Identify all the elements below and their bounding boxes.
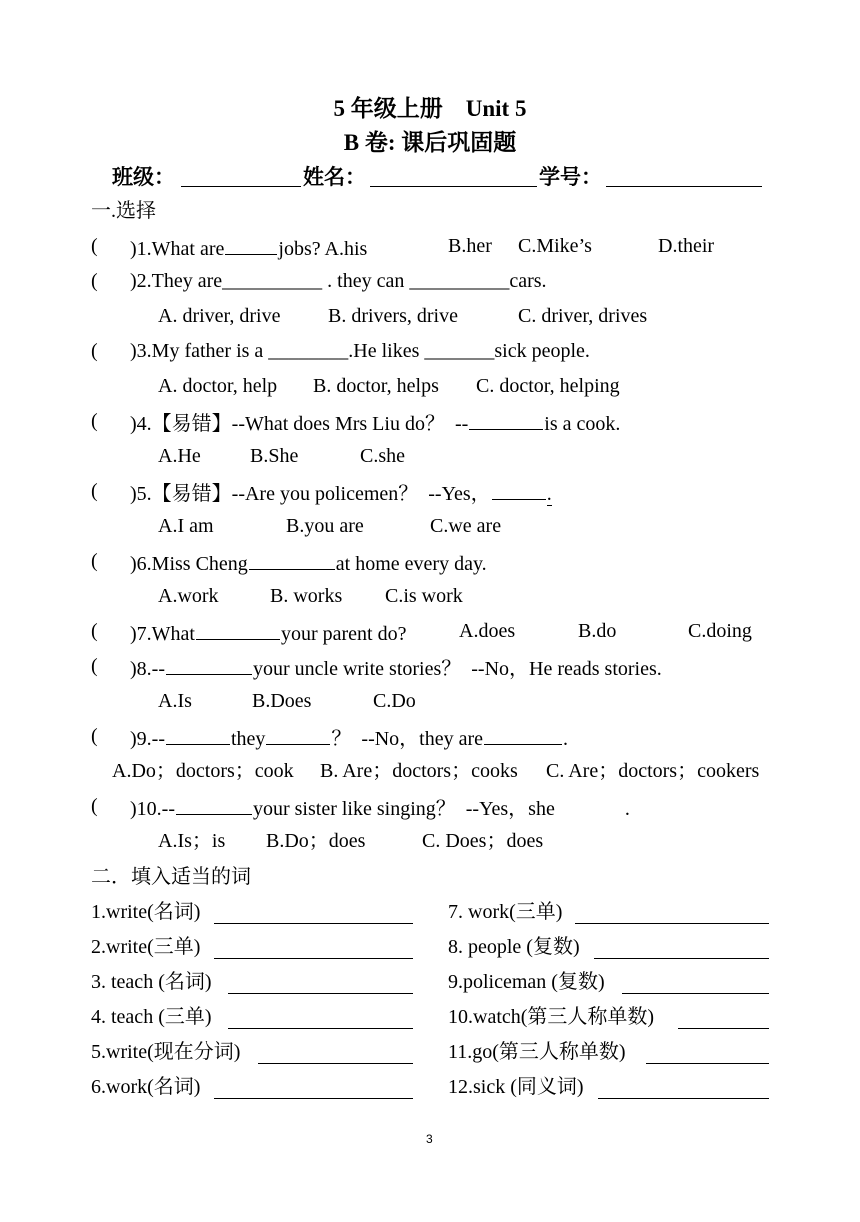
fill-item-label: 5.write(现在分词): [91, 1041, 241, 1063]
answer-paren: (: [91, 270, 98, 292]
fill-item-label: 3. teach (名词): [91, 971, 212, 993]
question-7-stem: )7.What your parent do?: [130, 619, 407, 646]
option-b: B.her: [448, 235, 492, 257]
option-c: C.she: [360, 445, 405, 467]
id-field[interactable]: [606, 166, 762, 187]
blank: [225, 234, 277, 255]
name-field[interactable]: [370, 166, 537, 187]
answer-paren: (: [91, 655, 98, 677]
option-b: B.She: [250, 445, 299, 467]
section-heading-choice: 一.选择: [91, 200, 156, 222]
fill-item-label: 9.policeman (复数): [448, 971, 605, 993]
option-a: A. doctor, help: [158, 375, 278, 397]
blank: [166, 654, 252, 675]
question-10-stem: )10.-- your sister like singing？ --Yes，she .: [130, 794, 630, 821]
answer-paren: (: [91, 480, 98, 502]
answer-paren: (: [91, 340, 98, 362]
fill-blank[interactable]: [214, 903, 413, 924]
option-a: A.I am: [158, 515, 214, 537]
fill-blank[interactable]: [594, 938, 769, 959]
option-c: C. Are；doctors；cookers: [546, 760, 760, 782]
fill-item-label: 4. teach (三单): [91, 1006, 212, 1028]
question-6-stem: )6.Miss Cheng at home every day.: [130, 549, 487, 576]
fill-blank[interactable]: [575, 903, 769, 924]
option-b: B. works: [270, 585, 343, 607]
option-c: C. Does；does: [422, 830, 544, 852]
blank: [249, 549, 335, 570]
option-b: B.you are: [286, 515, 364, 537]
option-a: A.work: [158, 585, 219, 607]
page-title: 5 年级上册 Unit 5: [333, 96, 527, 121]
question-4-stem: )4.【易错】--What does Mrs Liu do？ -- is a cook.: [130, 409, 620, 436]
option-d: D.their: [658, 235, 715, 257]
question-9-stem: )9.-- they ？ --No，they are .: [130, 724, 568, 751]
fill-item-label: 6.work(名词): [91, 1076, 201, 1098]
option-c: C. driver, drives: [518, 305, 648, 327]
answer-paren: (: [91, 795, 98, 817]
answer-paren: (: [91, 410, 98, 432]
blank: [484, 724, 562, 745]
fill-blank[interactable]: [258, 1043, 413, 1064]
option-a: A. driver, drive: [158, 305, 281, 327]
fill-item-label: 10.watch(第三人称单数): [448, 1006, 655, 1028]
fill-item-label: 2.write(三单): [91, 936, 201, 958]
blank: [176, 794, 252, 815]
fill-blank[interactable]: [678, 1008, 769, 1029]
blank: [266, 724, 330, 745]
class-field[interactable]: [181, 166, 301, 187]
id-label: 学号：: [539, 165, 602, 189]
fill-blank[interactable]: [598, 1078, 769, 1099]
fill-blank[interactable]: [228, 973, 413, 994]
fill-item-label: 12.sick (同义词): [448, 1076, 584, 1098]
fill-item-label: 11.go(第三人称单数): [448, 1041, 626, 1063]
question-1-stem: )1.What are jobs? A.his: [130, 234, 367, 261]
fill-item-label: 7. work(三单): [448, 901, 563, 923]
blank: [166, 724, 230, 745]
question-2-stem: )2.They are__________ . they can __________cars.: [130, 270, 547, 292]
fill-blank[interactable]: [214, 1078, 413, 1099]
blank: [469, 409, 543, 430]
answer-paren: (: [91, 620, 98, 642]
option-a: A.He: [158, 445, 201, 467]
answer-paren: (: [91, 550, 98, 572]
option-a: A.Do；doctors；cook: [112, 760, 294, 782]
page-subtitle: B 卷: 课后巩固题: [343, 130, 517, 155]
section-heading-fill: 二．填入适当的词: [91, 866, 251, 888]
option-c: C.we are: [430, 515, 502, 537]
option-c: C.Do: [373, 690, 416, 712]
fill-blank[interactable]: [646, 1043, 769, 1064]
question-5-stem: )5.【易错】--Are you policemen？ --Yes， .: [130, 479, 552, 506]
question-8-stem: )8.-- your uncle write stories？ --No，He reads stories.: [130, 654, 662, 681]
blank: [492, 479, 546, 500]
page-number: 3: [426, 1132, 433, 1146]
option-b: B. doctor, helps: [313, 375, 439, 397]
option-c: C. doctor, helping: [476, 375, 620, 397]
answer-paren: (: [91, 725, 98, 747]
option-c: C.is work: [385, 585, 463, 607]
option-c: C.Mike’s: [518, 235, 592, 257]
question-3-stem: )3.My father is a ________.He likes _______sick people.: [130, 340, 590, 362]
option-a: A.Is；is: [158, 830, 226, 852]
fill-blank[interactable]: [214, 938, 413, 959]
class-label: 班级：: [112, 165, 175, 189]
fill-blank[interactable]: [622, 973, 769, 994]
option-b: B.do: [578, 620, 617, 642]
fill-item-label: 8. people (复数): [448, 936, 580, 958]
option-a: A.does: [459, 620, 516, 642]
option-b: B.Do；does: [266, 830, 366, 852]
fill-blank[interactable]: [228, 1008, 413, 1029]
option-b: B.Does: [252, 690, 312, 712]
answer-paren: (: [91, 235, 98, 257]
option-b: B. drivers, drive: [328, 305, 458, 327]
option-a: A.Is: [158, 690, 192, 712]
blank: [196, 619, 280, 640]
fill-item-label: 1.write(名词): [91, 901, 201, 923]
name-label: 姓名：: [303, 165, 366, 189]
option-c: C.doing: [688, 620, 752, 642]
option-b: B. Are；doctors；cooks: [320, 760, 518, 782]
